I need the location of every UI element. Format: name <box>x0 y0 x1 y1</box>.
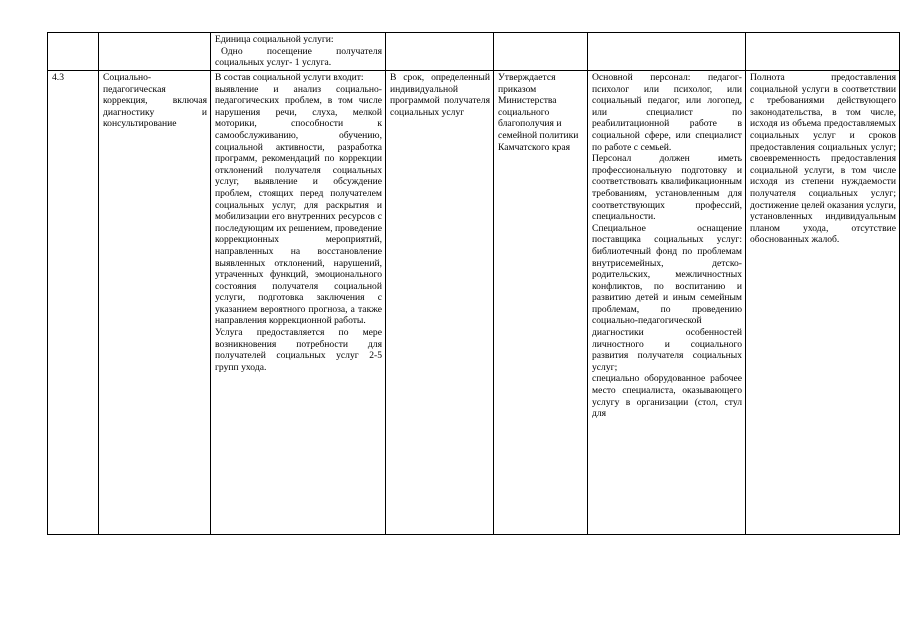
table-row <box>48 33 900 71</box>
service-name-cell <box>99 33 211 71</box>
indicators-cell <box>746 33 900 71</box>
unit-heading: Единица социальной услуги: <box>215 34 334 45</box>
description-paragraph: Услуга предоставляется по мере возникновения потребности для получателей социальных услуг 2-5 групп ухода. <box>215 327 382 373</box>
conditions-paragraph: Специальное оснащение поставщика социальных услуг: библиотечный фонд по проблемам внутрисемейных, детско-родительских, межличностных конфликтов, по воспитанию и развитию детей и иным семейным проблемам, по проведению социально-педагогической диагностики особенностей личностного и социального развития получателя социальных услуг; <box>592 222 742 373</box>
conditions-paragraph: Основной персонал: педагог-психолог или психолог, или социальный педагог, или логопед, или специалист по реабилитационной работе в социальной сфере, или специалист по работе с семьей. <box>592 72 742 153</box>
number-cell <box>48 33 99 71</box>
tariff-cell <box>494 71 588 535</box>
service-name-cell <box>99 71 211 535</box>
description-paragraph: В состав социальной услуги входит: <box>215 72 364 83</box>
conditions-paragraph: специально оборудованное рабочее место специалиста, оказывающего услугу в организации (стол, стул для <box>592 373 742 420</box>
tariff-cell <box>494 33 588 71</box>
term-cell <box>386 71 494 535</box>
description-cell <box>211 33 386 71</box>
number-cell <box>48 71 99 535</box>
conditions-cell <box>588 71 746 535</box>
service-standard-table <box>47 32 900 535</box>
term-cell <box>386 33 494 71</box>
table-row <box>48 71 900 535</box>
conditions-paragraph: Персонал должен иметь профессиональную подготовку и соответствовать квалификационным требованиям, установленным для соответствующих профессий, специальности. <box>592 153 742 223</box>
service-name: Социально-педагогическая коррекция, включая диагностику и консультирование <box>103 72 207 130</box>
description-cell <box>211 71 386 535</box>
description-paragraph: выявление и анализ социально-педагогических проблем, в том числе нарушения речи, слуха, мелкой моторики, способности к самообслуживанию, обучению, социальной активности, разработка программ, рекомендаций по коррекции отклонений получателя социальных услуг, выявление и обсуждение проблем, стоящих перед получателем социальных услуг, для раскрытия и мобилизации его внутренних ресурсов с последующим их решением, проведение коррекционных мероприятий, направленных на восстановление выявленных отклонений, нарушений, утраченных функций, эмоционального состояния получателя социальной услуги, подготовка заключения с указанием вероятного прогноза, а также направления коррекционной работы. <box>215 83 382 327</box>
service-number: 4.3 <box>52 72 64 83</box>
term-text: В срок, определенный индивидуальной программой получателя социальных услуг <box>390 72 490 118</box>
indicators-cell <box>746 71 900 535</box>
unit-text: Одно посещение получателя социальных услуг- 1 услуга. <box>215 45 382 69</box>
conditions-cell <box>588 33 746 71</box>
indicators-text: Полнота предоставления социальной услуги в соответствии с требованиями действующего законодательства, в том числе, исходя из объема предоставляемых социальных услуг и сроков предоставления социальных услуг; своевременность предоставления социальной услуги, в том числе исходя из степени нуждаемости получателя социальных услуг; достижение целей оказания услуги, установленных индивидуальным планом ухода, отсутствие обоснованных жалоб. <box>750 72 896 246</box>
tariff-text: Утверждается приказом Министерства социального благополучия и семейной политики Камчатского края <box>498 72 579 153</box>
